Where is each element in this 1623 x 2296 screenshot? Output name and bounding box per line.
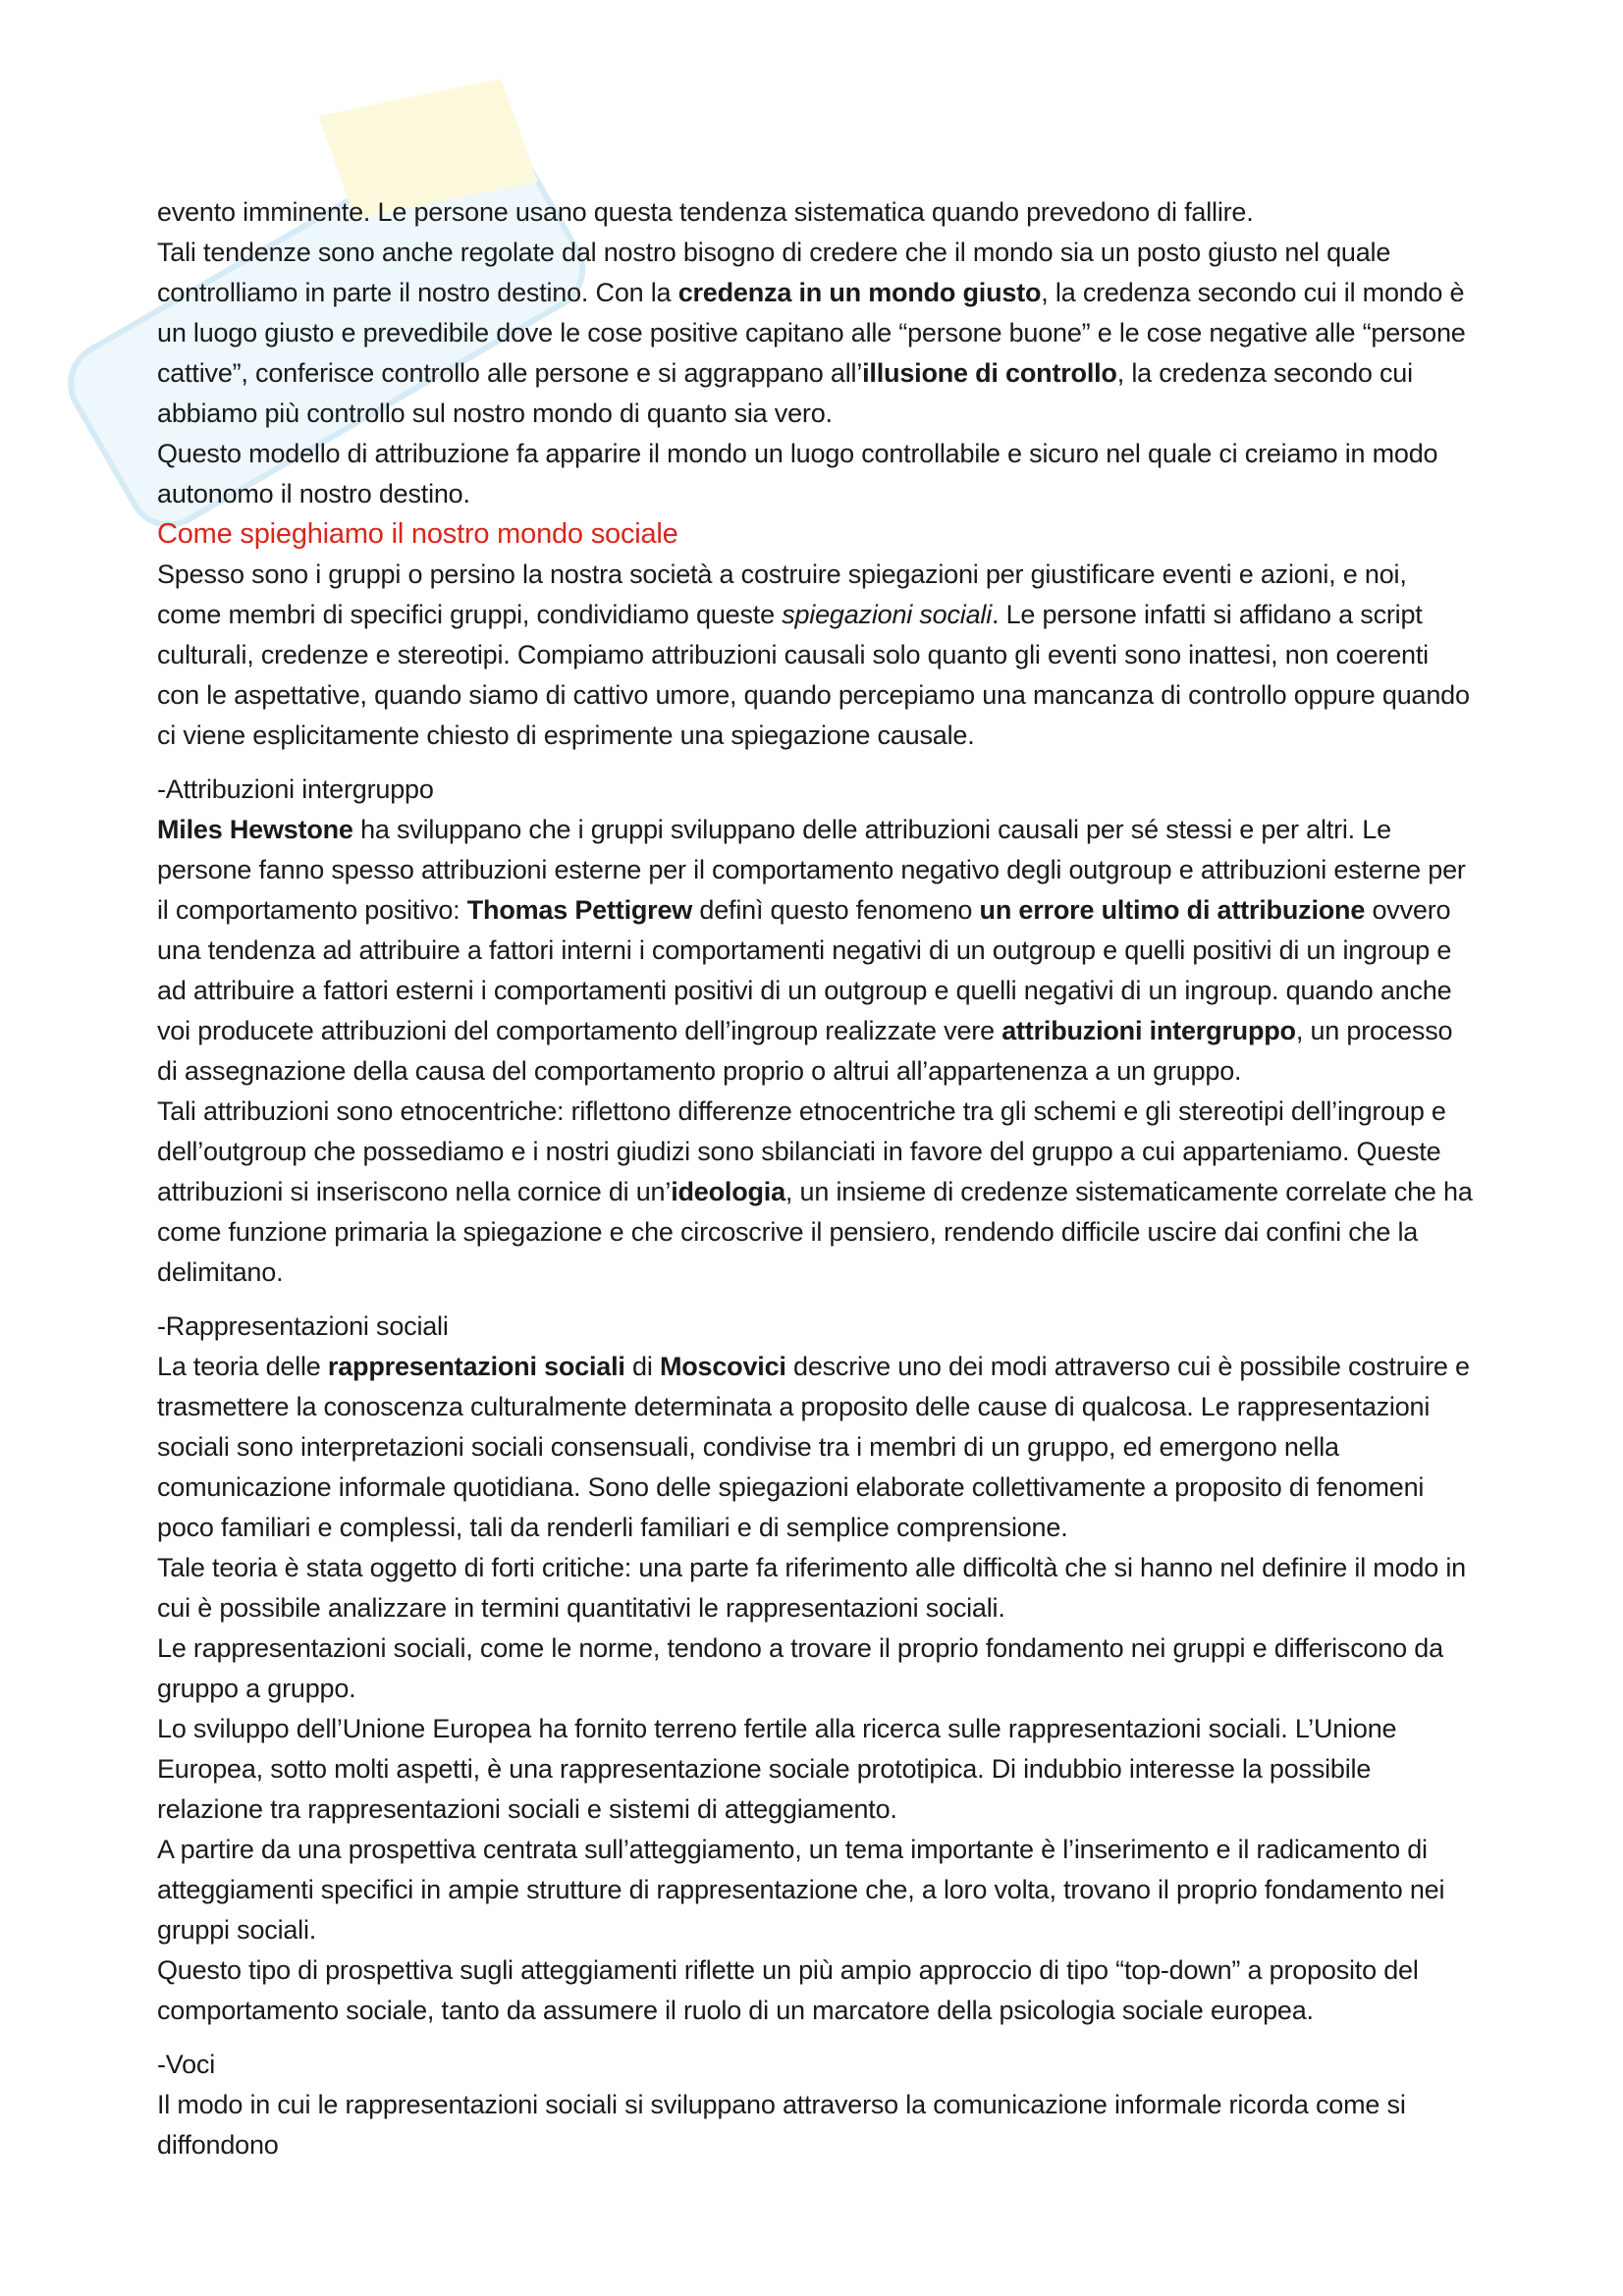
paragraph-11: A partire da una prospettiva centrata sull’atteggiamento, un tema importante è l’inserimento e il radicamento di atteggiamenti specifici in ampie strutture di rappresentazione che, a loro volta, trovano il proprio fondamento nei gruppi sociali. [157,1835,1445,1945]
paragraph-5: Miles Hewstone ha sviluppano che i gruppi sviluppano delle attribuzioni causali per sé stessi e per altri. Le persone fanno spesso attribuzioni esterne per il comportamento negativo degli outgroup e attribuzioni esterne per il comportamento positivo: Thomas Pettigrew definì questo fenomeno un errore ultimo di attribuzione ovvero una tendenza ad attribuire a fattori interni i comportamenti negativi di un outgroup e quelli positivi di un ingroup e ad attribuire a fattori esterni i comportamenti positivi di un outgroup e quelli negativi di un ingroup. quando anche voi producete attribuzioni del comportamento dell’ingroup realizzate vere attribuzioni intergruppo, un processo di assegnazione della causa del comportamento proprio o altrui all’appartenenza a un gruppo. [157,815,1466,1086]
subheading-voci: -Voci [157,2050,216,2079]
subheading-rappresentazioni-sociali: -Rappresentazioni sociali [157,1311,449,1341]
section-heading: Come spieghiamo il nostro mondo sociale [157,518,678,550]
paragraph-2: Tali tendenze sono anche regolate dal nostro bisogno di credere che il mondo sia un posto giusto nel quale controlliamo in parte il nostro destino. Con la credenza in un mondo giusto, la credenza secondo cui il mondo è un luogo giusto e prevedibile dove le cose positive capitano alle “persone buone” e le cose negative alle “persone cattive”, conferisce controllo alle persone e si aggrappano all’illusione di controllo, la credenza secondo cui abbiamo più controllo sul nostro mondo di quanto sia vero. [157,238,1466,428]
paragraph-9: Le rappresentazioni sociali, come le norme, tendono a trovare il proprio fondamento nei gruppi e differiscono da gruppo a gruppo. [157,1633,1443,1703]
paragraph-1: evento imminente. Le persone usano questa tendenza sistematica quando prevedono di fallire. [157,197,1254,227]
paragraph-13: Il modo in cui le rappresentazioni sociali si sviluppano attraverso la comunicazione informale ricorda come si diffondono [157,2090,1406,2160]
paragraph-10: Lo sviluppo dell’Unione Europea ha fornito terreno fertile alla ricerca sulle rappresentazioni sociali. L’Unione Europea, sotto molti aspetti, è una rappresentazione sociale prototipica. Di indubbio interesse la possibile relazione tra rappresentazioni sociali e sistemi di atteggiamento. [157,1714,1397,1824]
paragraph-3: Questo modello di attribuzione fa apparire il mondo un luogo controllabile e sicuro nel quale ci creiamo in modo autonomo il nostro destino. [157,439,1438,508]
paragraph-6: Tali attribuzioni sono etnocentriche: riflettono differenze etnocentriche tra gli schemi e gli stereotipi dell’ingroup e dell’outgroup che possediamo e i nostri giudizi sono sbilanciati in favore del gruppo a cui apparteniamo. Queste attribuzioni si inseriscono nella cornice di un’ideologia, un insieme di credenze sistematicamente correlate che ha come funzione primaria la spiegazione e che circoscrive il pensiero, rendendo difficile uscire dai confini che la delimitano. [157,1096,1473,1287]
paragraph-12: Questo tipo di prospettiva sugli atteggiamenti riflette un più ampio approccio di tipo “top-down” a proposito del comportamento sociale, tanto da assumere il ruolo di un marcatore della psicologia sociale europea. [157,1955,1419,2025]
document-body [157,192,1478,2165]
paragraph-4: Spesso sono i gruppi o persino la nostra società a costruire spiegazioni per giustificare eventi e azioni, e noi, come membri di specifici gruppi, condividiamo queste spiegazioni sociali. Le persone infatti si affidano a script culturali, credenze e stereotipi. Compiamo attribuzioni causali solo quanto gli eventi sono inattesi, non coerenti con le aspettative, quando siamo di cattivo umore, quando percepiamo una mancanza di controllo oppure quando ci viene esplicitamente chiesto di esprimente una spiegazione causale. [157,560,1470,750]
subheading-attribuzioni-intergruppo: -Attribuzioni intergruppo [157,774,434,804]
paragraph-8: Tale teoria è stata oggetto di forti critiche: una parte fa riferimento alle difficoltà che si hanno nel definire il modo in cui è possibile analizzare in termini quantitativi le rappresentazioni sociali. [157,1553,1466,1623]
paragraph-7: La teoria delle rappresentazioni sociali di Moscovici descrive uno dei modi attraverso cui è possibile costruire e trasmettere la conoscenza culturalmente determinata a proposito delle cause di qualcosa. Le rappresentazioni sociali sono interpretazioni sociali consensuali, condivise tra i membri di un gruppo, ed emergono nella comunicazione informale quotidiana. Sono delle spiegazioni elaborate collettivamente a proposito di fenomeni poco familiari e complessi, tali da renderli familiari e di semplice comprensione. [157,1352,1470,1542]
